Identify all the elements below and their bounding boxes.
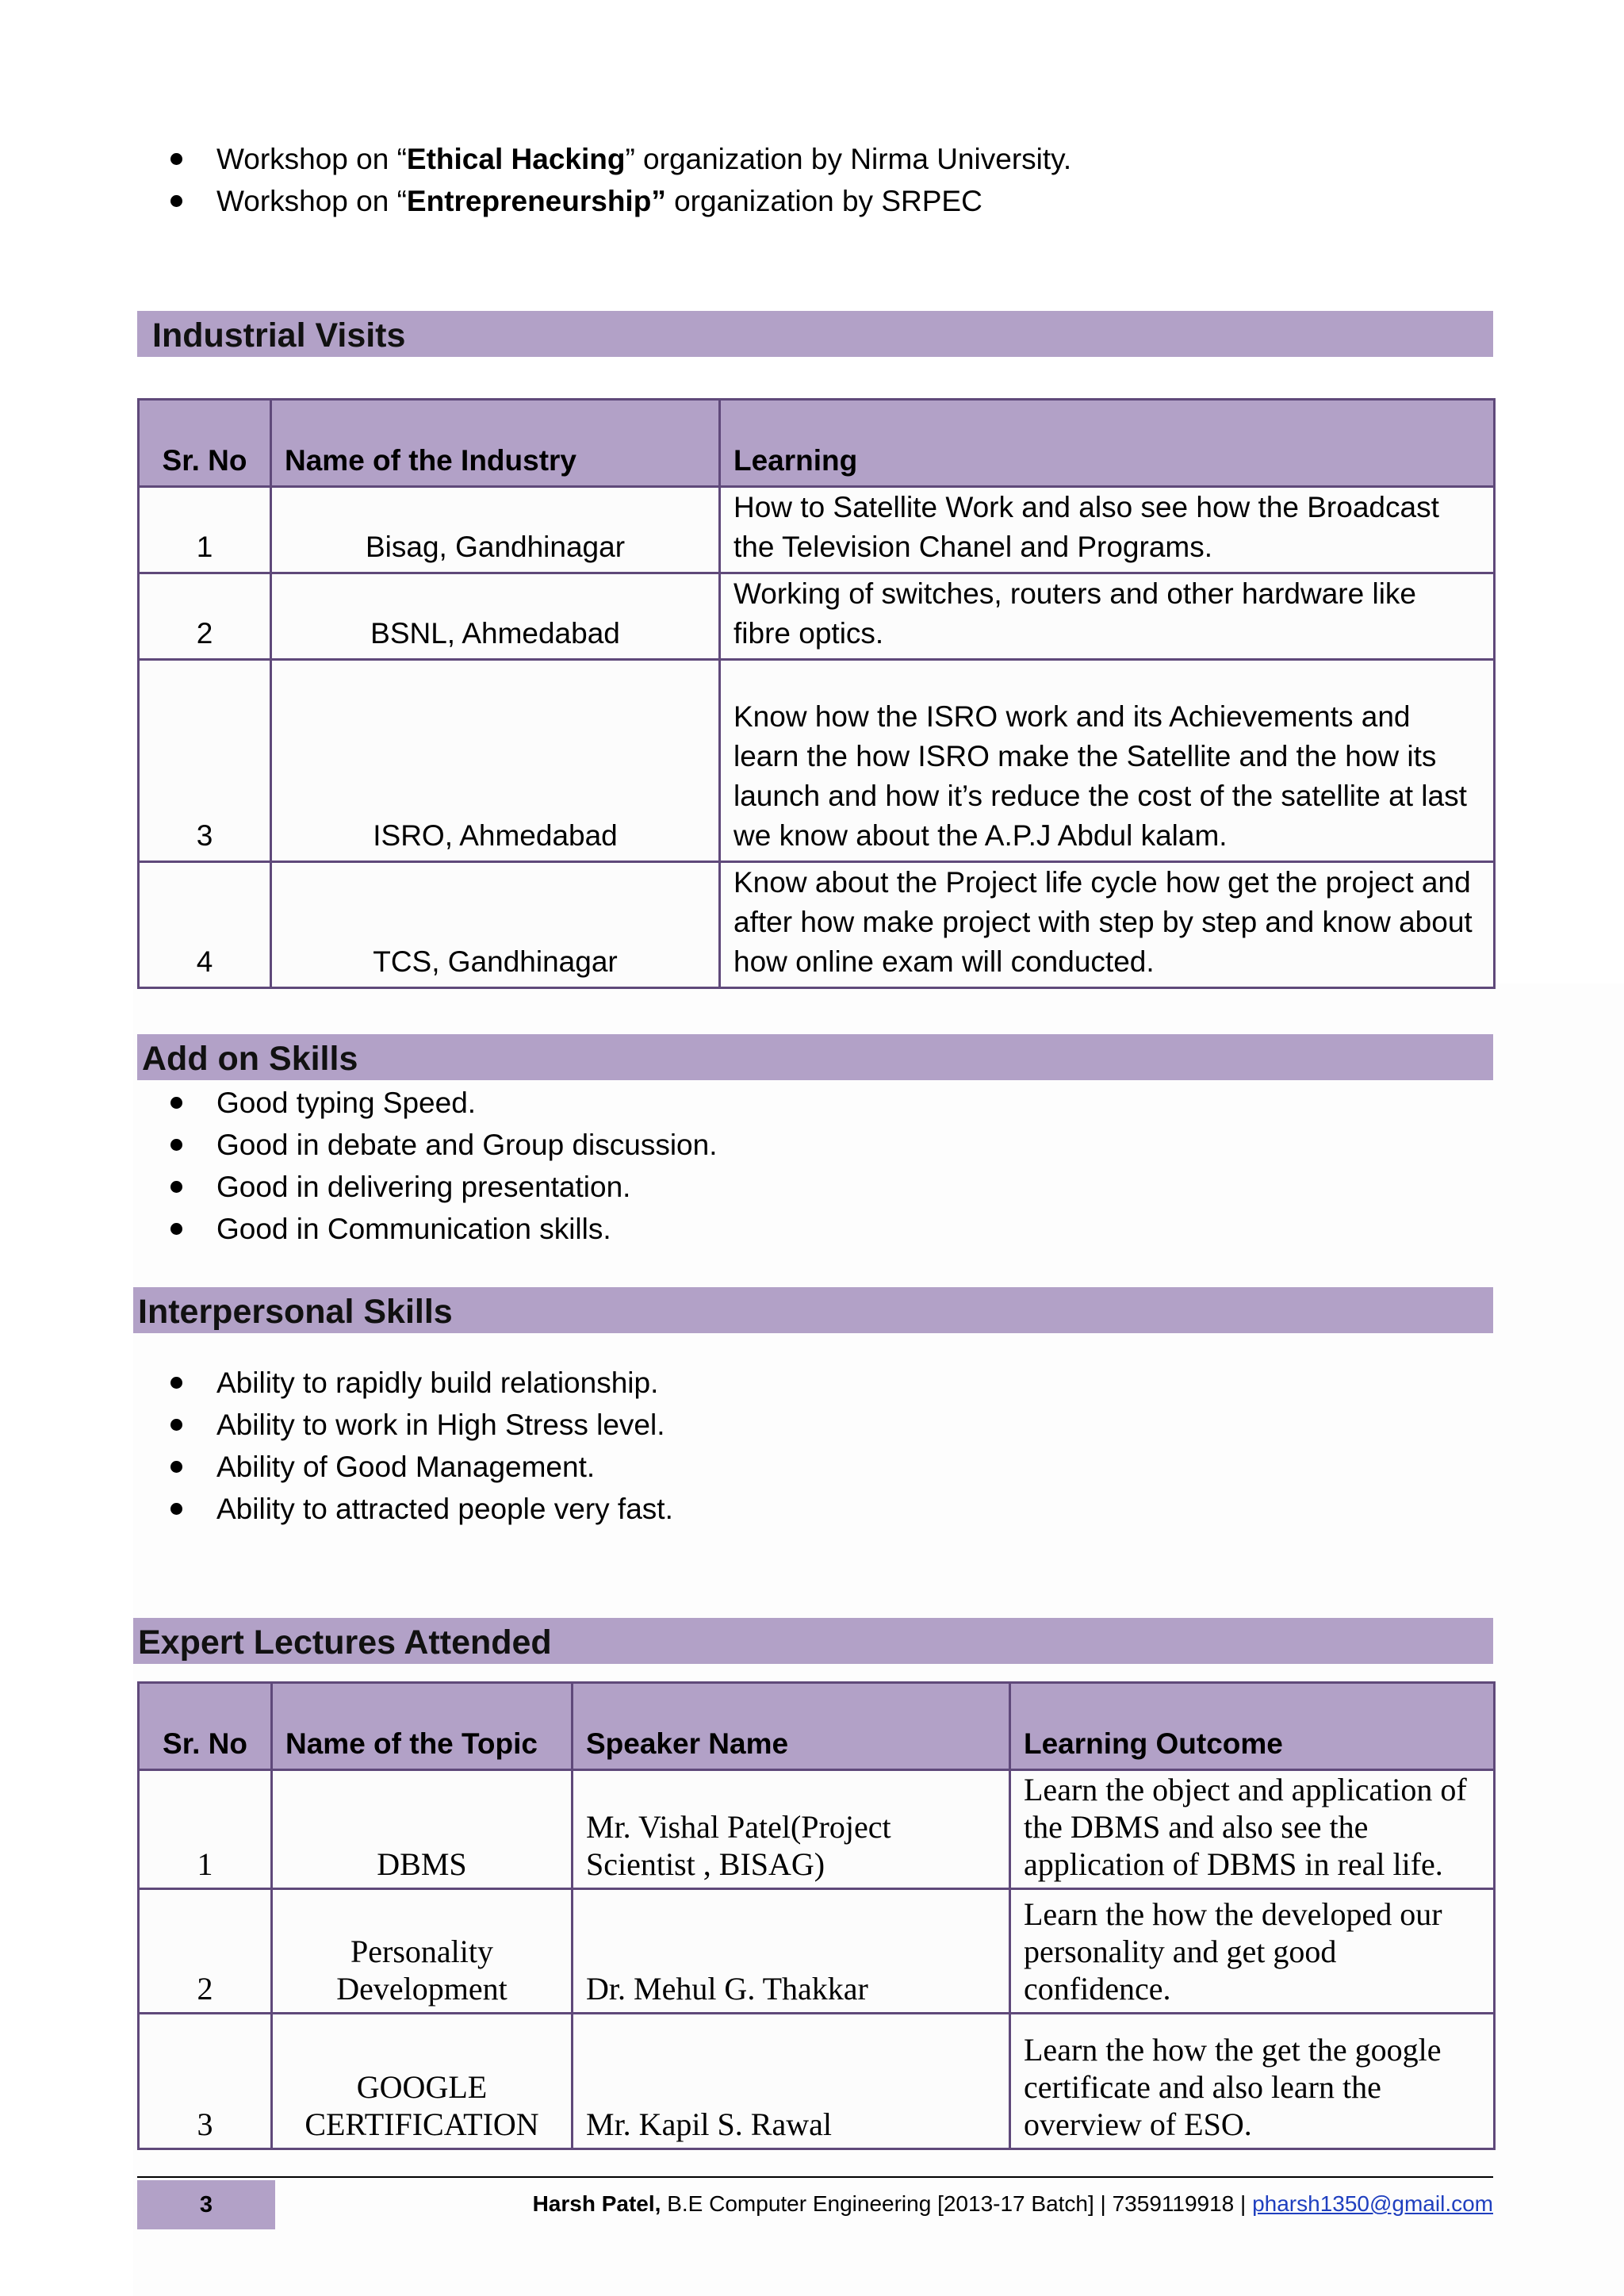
list-item: Good typing Speed. [170, 1082, 717, 1124]
table-cell: Know about the Project life cycle how get the project and after how make project with step by step and know about how online exam will conducted. [720, 862, 1495, 988]
page-number: 3 [137, 2180, 275, 2229]
table-cell: DBMS [272, 1770, 573, 1889]
table-cell: Mr. Vishal Patel(Project Scientist , BISAG) [573, 1770, 1010, 1889]
table-cell: 3 [139, 660, 271, 862]
list-item: Good in debate and Group discussion. [170, 1124, 717, 1166]
table-cell: Dr. Mehul G. Thakkar [573, 1889, 1010, 2014]
footer-contact [533, 2187, 1493, 2221]
column-header: Name of the Industry [271, 400, 720, 487]
table-cell: 2 [139, 573, 271, 660]
table-row [139, 1770, 1495, 1889]
table-cell: 4 [139, 862, 271, 988]
table-cell: Learn the object and application of the DBMS and also see the application of DBMS in real life. [1010, 1770, 1495, 1889]
list-item: Good in delivering presentation. [170, 1166, 717, 1208]
list-item: Good in Communication skills. [170, 1208, 717, 1250]
table-cell: Mr. Kapil S. Rawal [573, 2014, 1010, 2149]
industrial-visits-table [137, 398, 1496, 989]
table-cell: GOOGLE CERTIFICATION [272, 2014, 573, 2149]
column-header: Sr. No [139, 1683, 272, 1770]
table-cell: Bisag, Gandhinagar [271, 487, 720, 573]
table-header-row [139, 400, 1495, 487]
table-row [139, 573, 1495, 660]
section-title-industrial-visits: Industrial Visits [137, 311, 1493, 357]
table-cell: ISRO, Ahmedabad [271, 660, 720, 862]
footer-details: B.E Computer Engineering [2013-17 Batch] | 7359119918 | [661, 2191, 1253, 2216]
table-cell: BSNL, Ahmedabad [271, 573, 720, 660]
table-cell: Know how the ISRO work and its Achievements and learn the how ISRO make the Satellite and the how its launch and how it’s reduce the cost of the satellite at last we know about the A.P.J Abdul kalam. [720, 660, 1495, 862]
list-item: Ability to rapidly build relationship. [170, 1362, 673, 1404]
table-cell: Learn the how the developed our personality and get good confidence. [1010, 1889, 1495, 2014]
column-header: Name of the Topic [272, 1683, 573, 1770]
table-row [139, 660, 1495, 862]
table-cell: How to Satellite Work and also see how the Broadcast the Television Chanel and Programs. [720, 487, 1495, 573]
section-title-add-on-skills: Add on Skills [137, 1034, 1493, 1080]
table-cell: TCS, Gandhinagar [271, 862, 720, 988]
table-row [139, 2014, 1495, 2149]
section-title-interpersonal-skills: Interpersonal Skills [133, 1287, 1493, 1333]
section-title-expert-lectures: Expert Lectures Attended [133, 1618, 1493, 1664]
expert-lectures-table [137, 1681, 1496, 2150]
table-header-row [139, 1683, 1495, 1770]
table-cell: 1 [139, 1770, 272, 1889]
column-header: Learning [720, 400, 1495, 487]
interpersonal-skills-list [170, 1362, 673, 1530]
table-cell: Working of switches, routers and other hardware like fibre optics. [720, 573, 1495, 660]
email-link[interactable]: pharsh1350@gmail.com [1252, 2191, 1493, 2216]
table-cell: 2 [139, 1889, 272, 2014]
table-row [139, 862, 1495, 988]
add-on-skills-list [170, 1082, 717, 1250]
table-cell: Learn the how the get the google certificate and also learn the overview of ESO. [1010, 2014, 1495, 2149]
list-item: Workshop on “Entrepreneurship” organization by SRPEC [170, 180, 1071, 222]
column-header: Speaker Name [573, 1683, 1010, 1770]
table-row [139, 1889, 1495, 2014]
table-cell: 1 [139, 487, 271, 573]
table-cell: 3 [139, 2014, 272, 2149]
column-header: Sr. No [139, 400, 271, 487]
list-item: Ability to work in High Stress level. [170, 1404, 673, 1446]
list-item: Ability of Good Management. [170, 1446, 673, 1488]
workshop-list [170, 138, 1071, 222]
footer-name: Harsh Patel, [532, 2191, 661, 2216]
table-row [139, 487, 1495, 573]
list-item: Workshop on “Ethical Hacking” organization by Nirma University. [170, 138, 1071, 180]
table-cell: Personality Development [272, 1889, 573, 2014]
column-header: Learning Outcome [1010, 1683, 1495, 1770]
list-item: Ability to attracted people very fast. [170, 1488, 673, 1530]
footer-divider [137, 2176, 1493, 2178]
